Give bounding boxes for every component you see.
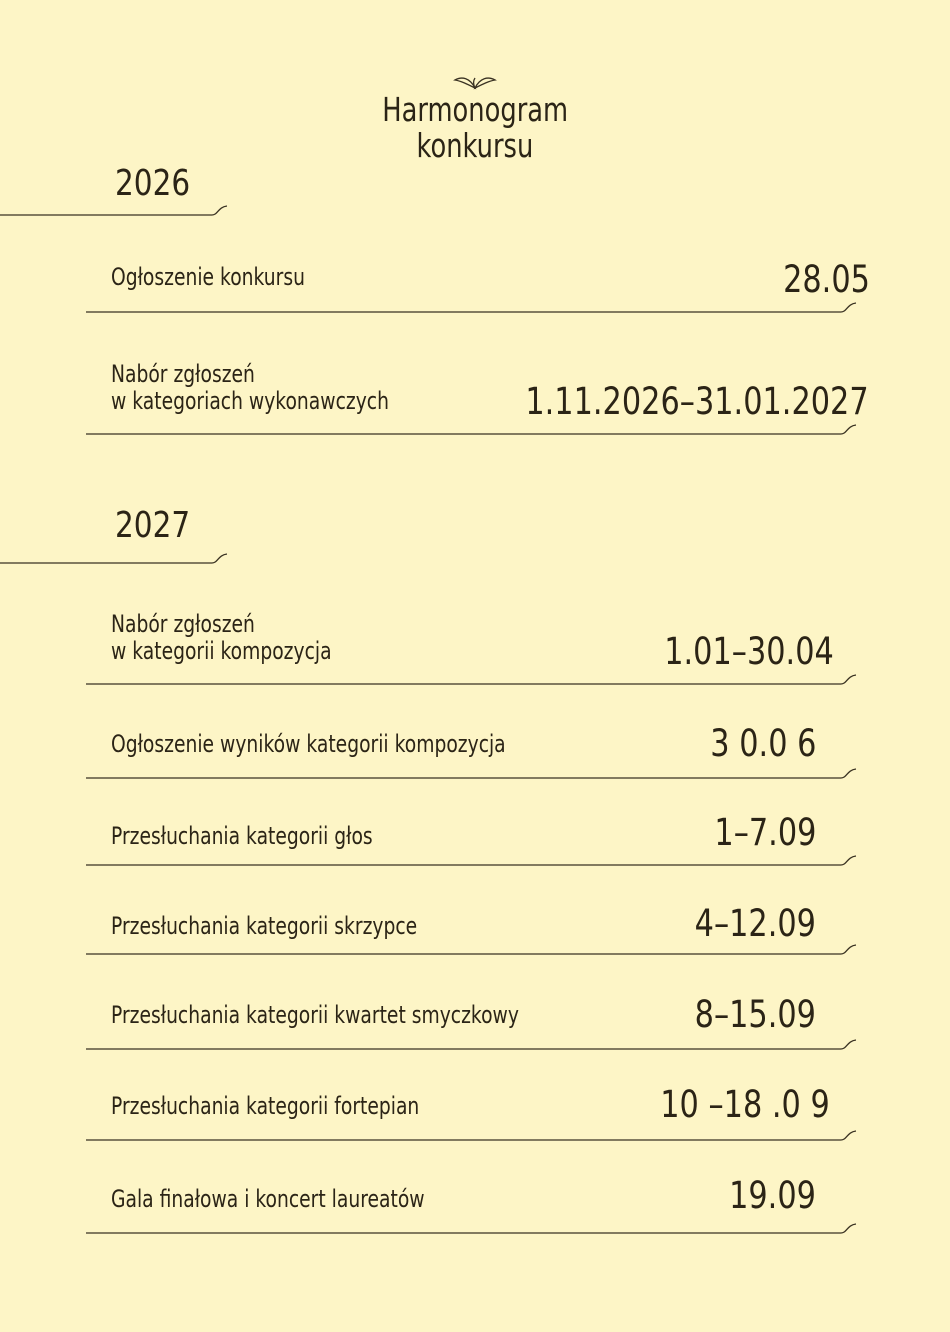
row-divider	[86, 299, 860, 319]
date-text: 8–15.09	[694, 993, 816, 1036]
label-line: Gala finałowa i koncert laureatów	[111, 1185, 425, 1213]
label-line: w kategoriach wykonawczych	[111, 387, 389, 415]
row-divider	[86, 1220, 860, 1240]
year-divider	[0, 202, 232, 222]
row-divider	[86, 941, 860, 961]
date-text: 1.11.2026–31.01.2027	[525, 380, 869, 423]
label-line: Ogłoszenie konkursu	[111, 263, 305, 291]
schedule-item-label	[111, 731, 617, 758]
label-line: Przesłuchania kategorii skrzypce	[111, 912, 418, 940]
schedule-item-date	[668, 995, 816, 1035]
schedule-item-label	[111, 1186, 513, 1213]
label-line: Przesłuchania kategorii głos	[111, 822, 373, 850]
date-text: 10 –18 .0 9	[660, 1083, 830, 1126]
date-text: 3 0.0 6	[709, 722, 816, 765]
schedule-item-label	[111, 1002, 634, 1029]
date-text: 1–7.09	[713, 811, 816, 854]
row-divider	[86, 671, 860, 691]
label-line: Nabór zgłoszeń	[111, 610, 255, 638]
schedule-item-date	[687, 724, 816, 764]
page-title-line-1: Harmonogram	[382, 90, 568, 129]
schedule-item-date	[764, 260, 870, 300]
year-label: 2026	[115, 163, 191, 204]
row-divider	[86, 1127, 860, 1147]
schedule-item-label	[111, 1093, 506, 1120]
schedule-item-label	[111, 264, 360, 291]
date-text: 4–12.09	[694, 902, 816, 945]
schedule-item-date	[710, 1176, 816, 1216]
row-divider	[86, 421, 860, 441]
date-text: 19.09	[729, 1174, 816, 1217]
date-text: 1.01–30.04	[664, 630, 834, 673]
date-text: 28.05	[783, 258, 870, 301]
year-heading-2027	[115, 506, 207, 546]
row-divider	[86, 1036, 860, 1056]
row-divider	[86, 765, 860, 785]
label-line: Ogłoszenie wyników kategorii kompozycja	[111, 730, 506, 758]
label-line: Przesłuchania kategorii fortepian	[111, 1092, 420, 1120]
row-divider	[86, 852, 860, 872]
year-label: 2027	[115, 505, 191, 546]
schedule-item-date	[450, 382, 869, 422]
schedule-item-label	[111, 823, 447, 850]
schedule-item-date	[692, 813, 816, 853]
schedule-item-label	[111, 361, 467, 415]
year-divider	[0, 550, 232, 570]
label-line: w kategorii kompozycja	[111, 637, 332, 665]
schedule-item-label	[111, 913, 504, 940]
schedule-item-date	[627, 632, 834, 672]
label-line: Przesłuchania kategorii kwartet smyczkowy	[111, 1001, 519, 1029]
schedule-item-date	[623, 1085, 830, 1125]
schedule-item-label	[111, 611, 394, 665]
label-line: Nabór zgłoszeń	[111, 360, 255, 388]
schedule-item-date	[668, 904, 816, 944]
year-heading-2026	[115, 164, 207, 204]
page-title-line-2: konkursu	[416, 126, 534, 165]
page-title	[0, 92, 950, 164]
